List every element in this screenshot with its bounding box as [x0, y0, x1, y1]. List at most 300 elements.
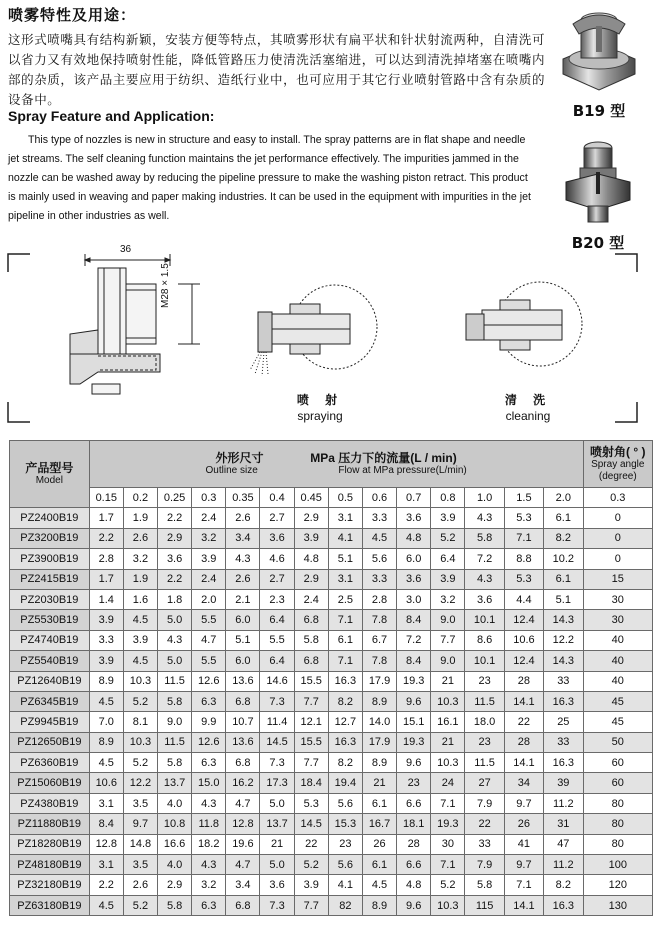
- flow-cell: 22: [465, 814, 504, 834]
- flow-cell: 1.7: [89, 508, 123, 528]
- flow-cell: 11.5: [158, 732, 192, 752]
- flow-cell: 4.0: [158, 793, 192, 813]
- flow-cell: 8.2: [544, 875, 583, 895]
- angle-cell: 100: [583, 855, 652, 875]
- pressure-cell: 0.3: [192, 488, 226, 508]
- flow-cell: 10.3: [431, 753, 465, 773]
- flow-cell: 7.1: [504, 875, 543, 895]
- flow-cell: 16.1: [431, 712, 465, 732]
- flow-cell: 7.8: [362, 651, 396, 671]
- flow-cell: 19.3: [431, 814, 465, 834]
- flow-cell: 6.6: [397, 793, 431, 813]
- model-cell: PZ9945B19: [10, 712, 90, 732]
- flow-cell: 8.4: [397, 610, 431, 630]
- flow-cell: 27: [465, 773, 504, 793]
- flow-cell: 6.1: [544, 569, 583, 589]
- flow-cell: 2.4: [192, 508, 226, 528]
- product-b20-caption: B20 型: [571, 234, 625, 252]
- flow-cell: 22: [504, 712, 543, 732]
- model-cell: PZ3200B19: [10, 528, 90, 548]
- flow-cell: 10.1: [465, 610, 504, 630]
- flow-cell: 1.9: [123, 569, 157, 589]
- angle-cell: 130: [583, 895, 652, 915]
- model-cell: PZ3900B19: [10, 549, 90, 569]
- angle-cell: 80: [583, 814, 652, 834]
- flow-cell: 4.3: [192, 793, 226, 813]
- flow-cell: 5.5: [192, 651, 226, 671]
- flow-cell: 6.0: [226, 651, 260, 671]
- angle-cell: 45: [583, 712, 652, 732]
- cleaning-label-en: cleaning: [505, 409, 551, 423]
- technical-diagrams: [0, 244, 661, 434]
- flow-cell: 5.3: [504, 569, 543, 589]
- flow-cell: 33: [544, 732, 583, 752]
- flow-cell: 16.3: [544, 691, 583, 711]
- flow-cell: 3.6: [397, 569, 431, 589]
- table-row: [10, 895, 653, 915]
- flow-cell: 5.8: [294, 630, 328, 650]
- pressure-cell: 0.6: [362, 488, 396, 508]
- flow-cell: 3.1: [89, 855, 123, 875]
- flow-cell: 3.3: [362, 508, 396, 528]
- flow-cell: 5.1: [226, 630, 260, 650]
- flow-cell: 18.2: [192, 834, 226, 854]
- flow-cell: 2.4: [192, 569, 226, 589]
- flow-cell: 3.0: [397, 589, 431, 609]
- flow-cell: 19.3: [397, 732, 431, 752]
- flow-cell: 18.4: [294, 773, 328, 793]
- flow-cell: 16.3: [544, 753, 583, 773]
- angle-cell: 0: [583, 508, 652, 528]
- flow-cell: 5.0: [260, 793, 294, 813]
- flow-cell: 3.1: [328, 569, 362, 589]
- flow-cell: 6.1: [362, 793, 396, 813]
- spraying-label-en: spraying: [297, 409, 343, 423]
- flow-cell: 6.4: [431, 549, 465, 569]
- flow-cell: 4.1: [328, 528, 362, 548]
- flow-cell: 9.7: [123, 814, 157, 834]
- flow-cell: 10.2: [544, 549, 583, 569]
- flow-cell: 3.9: [294, 528, 328, 548]
- flow-cell: 4.8: [294, 549, 328, 569]
- flow-cell: 31: [544, 814, 583, 834]
- flow-cell: 3.2: [192, 528, 226, 548]
- model-cell: PZ18280B19: [10, 834, 90, 854]
- flow-cell: 22: [294, 834, 328, 854]
- flow-cell: 7.2: [465, 549, 504, 569]
- flow-cell: 4.8: [397, 528, 431, 548]
- flow-cell: 23: [465, 671, 504, 691]
- model-cell: PZ63180B19: [10, 895, 90, 915]
- flow-label-cn: MPa 压力下的流量(L / min): [310, 451, 457, 465]
- flow-cell: 3.6: [465, 589, 504, 609]
- flow-cell: 7.1: [328, 651, 362, 671]
- flow-cell: 12.4: [504, 651, 543, 671]
- table-row: [10, 589, 653, 609]
- flow-cell: 9.7: [504, 793, 543, 813]
- flow-cell: 10.3: [431, 895, 465, 915]
- model-cell: PZ32180B19: [10, 875, 90, 895]
- flow-cell: 2.1: [226, 589, 260, 609]
- flow-cell: 8.2: [544, 528, 583, 548]
- flow-cell: 7.1: [328, 610, 362, 630]
- flow-rate-table: [9, 440, 653, 916]
- flow-cell: 2.0: [192, 589, 226, 609]
- table-row: [10, 732, 653, 752]
- flow-cell: 3.9: [89, 651, 123, 671]
- flow-cell: 5.8: [158, 691, 192, 711]
- flow-cell: 4.3: [465, 569, 504, 589]
- flow-cell: 7.1: [504, 528, 543, 548]
- pressure-cell: 0.4: [260, 488, 294, 508]
- flow-cell: 12.4: [504, 610, 543, 630]
- flow-cell: 2.5: [328, 589, 362, 609]
- flow-cell: 11.5: [465, 691, 504, 711]
- flow-cell: 7.3: [260, 691, 294, 711]
- flow-cell: 2.6: [226, 569, 260, 589]
- table-row: [10, 508, 653, 528]
- flow-cell: 17.9: [362, 671, 396, 691]
- table-row: [10, 549, 653, 569]
- flow-cell: 6.3: [192, 691, 226, 711]
- model-cell: PZ6345B19: [10, 691, 90, 711]
- angle-cell: 40: [583, 671, 652, 691]
- flow-cell: 7.3: [260, 895, 294, 915]
- flow-cell: 47: [544, 834, 583, 854]
- model-cell: PZ48180B19: [10, 855, 90, 875]
- flow-cell: 23: [465, 732, 504, 752]
- flow-cell: 9.9: [192, 712, 226, 732]
- flow-cell: 3.9: [294, 875, 328, 895]
- flow-cell: 6.8: [294, 651, 328, 671]
- flow-cell: 2.2: [89, 875, 123, 895]
- nozzle-b19-photo: [553, 4, 645, 94]
- flow-cell: 5.6: [362, 549, 396, 569]
- flow-cell: 1.8: [158, 589, 192, 609]
- pressure-cell: 0.7: [397, 488, 431, 508]
- flow-cell: 5.0: [158, 610, 192, 630]
- table-row: [10, 630, 653, 650]
- flow-cell: 7.0: [89, 712, 123, 732]
- flow-cell: 28: [504, 671, 543, 691]
- spraying-label-cn: 喷 射: [296, 393, 344, 407]
- flow-cell: 34: [504, 773, 543, 793]
- table-row: [10, 610, 653, 630]
- flow-cell: 3.2: [192, 875, 226, 895]
- flow-cell: 5.8: [465, 528, 504, 548]
- cleaning-caption: [496, 392, 560, 424]
- flow-cell: 8.9: [362, 753, 396, 773]
- pressure-cell: 0.15: [89, 488, 123, 508]
- flow-cell: 14.1: [504, 691, 543, 711]
- pressure-cell: 0.45: [294, 488, 328, 508]
- angle-cell: 60: [583, 773, 652, 793]
- spraying-drawing: [250, 285, 377, 376]
- angle-header: 喷射角( ° ) Spray angle (degree): [583, 441, 652, 488]
- dimension-thread-label: M28 × 1.5: [160, 263, 171, 308]
- flow-cell: 5.5: [192, 610, 226, 630]
- table-row: [10, 855, 653, 875]
- flow-cell: 15.5: [294, 671, 328, 691]
- model-cell: PZ12640B19: [10, 671, 90, 691]
- flow-cell: 3.6: [260, 528, 294, 548]
- model-cell: PZ4740B19: [10, 630, 90, 650]
- flow-cell: 19.3: [397, 671, 431, 691]
- flow-cell: 4.5: [362, 528, 396, 548]
- flow-cell: 115: [465, 895, 504, 915]
- angle-cell: 30: [583, 610, 652, 630]
- flow-cell: 6.0: [226, 610, 260, 630]
- table-row: [10, 814, 653, 834]
- flow-cell: 3.5: [123, 855, 157, 875]
- cleaning-label-cn: 清 洗: [504, 393, 552, 407]
- flow-cell: 1.4: [89, 589, 123, 609]
- angle-cell: 0: [583, 528, 652, 548]
- angle-cell: 40: [583, 651, 652, 671]
- flow-cell: 2.9: [294, 569, 328, 589]
- flow-cell: 6.8: [226, 753, 260, 773]
- flow-cell: 6.0: [397, 549, 431, 569]
- flow-cell: 14.1: [504, 895, 543, 915]
- table-row: [10, 569, 653, 589]
- flow-cell: 3.4: [226, 528, 260, 548]
- flow-cell: 24: [431, 773, 465, 793]
- flow-cell: 11.2: [544, 793, 583, 813]
- flow-cell: 15.3: [328, 814, 362, 834]
- flow-cell: 3.5: [123, 793, 157, 813]
- flow-cell: 12.7: [328, 712, 362, 732]
- flow-cell: 8.9: [89, 671, 123, 691]
- flow-cell: 3.6: [260, 875, 294, 895]
- flow-cell: 6.4: [260, 651, 294, 671]
- flow-cell: 3.9: [431, 569, 465, 589]
- dimension-width-label: 36: [120, 244, 132, 255]
- pressure-cell: 0.35: [226, 488, 260, 508]
- flow-cell: 4.8: [397, 875, 431, 895]
- angle-cell: 45: [583, 691, 652, 711]
- flow-cell: 33: [544, 671, 583, 691]
- flow-cell: 10.1: [465, 651, 504, 671]
- flow-cell: 1.6: [123, 589, 157, 609]
- outline-label-en: Outline size: [205, 465, 258, 476]
- flow-cell: 7.7: [294, 691, 328, 711]
- flow-cell: 2.8: [89, 549, 123, 569]
- flow-cell: 6.3: [192, 895, 226, 915]
- flow-cell: 21: [260, 834, 294, 854]
- flow-cell: 5.0: [158, 651, 192, 671]
- flow-cell: 2.7: [260, 508, 294, 528]
- spraying-caption: [290, 392, 350, 424]
- flow-cell: 14.0: [362, 712, 396, 732]
- flow-cell: 5.2: [294, 855, 328, 875]
- flow-cell: 18.0: [465, 712, 504, 732]
- flow-cell: 17.9: [362, 732, 396, 752]
- flow-cell: 6.1: [328, 630, 362, 650]
- flow-cell: 16.6: [158, 834, 192, 854]
- flow-cell: 3.3: [89, 630, 123, 650]
- flow-cell: 21: [431, 732, 465, 752]
- flow-cell: 10.6: [504, 630, 543, 650]
- flow-cell: 13.7: [260, 814, 294, 834]
- flow-cell: 11.4: [260, 712, 294, 732]
- model-header: 产品型号 Model: [10, 441, 90, 508]
- flow-cell: 17.3: [260, 773, 294, 793]
- description-cn: 这形式喷嘴具有结构新颖，安装方便等特点，其喷雾形状有扁平状和针状射流两种，自清洗可以省力又有效地保持喷射性能，降低管路压力使清洗活塞缩进，可以达到清洗掉堵塞在喷嘴内部的杂质，该产品主要应用于纺织、造纸行业中，也可应用于其它行业喷射管路中含有杂质的设备中。: [8, 32, 546, 107]
- pressure-row: [10, 488, 653, 508]
- flow-cell: 7.9: [465, 793, 504, 813]
- flow-cell: 16.2: [226, 773, 260, 793]
- angle-cell: 80: [583, 793, 652, 813]
- nozzle-b20-photo: [558, 138, 638, 226]
- flow-cell: 5.2: [431, 875, 465, 895]
- flow-cell: 26: [504, 814, 543, 834]
- flow-cell: 6.4: [260, 610, 294, 630]
- table-row: [10, 528, 653, 548]
- flow-cell: 4.3: [226, 549, 260, 569]
- flow-cell: 4.1: [328, 875, 362, 895]
- flow-cell: 9.6: [397, 691, 431, 711]
- flow-cell: 5.3: [504, 508, 543, 528]
- flow-cell: 28: [397, 834, 431, 854]
- flow-cell: 3.1: [89, 793, 123, 813]
- flow-cell: 9.0: [431, 651, 465, 671]
- section-title-en: Spray Feature and Application:: [8, 108, 215, 124]
- flow-cell: 3.6: [158, 549, 192, 569]
- flow-cell: 13.6: [226, 671, 260, 691]
- flow-cell: 5.1: [544, 589, 583, 609]
- flow-cell: 8.2: [328, 753, 362, 773]
- flow-cell: 4.5: [123, 610, 157, 630]
- flow-cell: 4.7: [226, 855, 260, 875]
- model-cell: PZ4380B19: [10, 793, 90, 813]
- flow-cell: 82: [328, 895, 362, 915]
- flow-cell: 5.2: [431, 528, 465, 548]
- flow-cell: 8.9: [89, 732, 123, 752]
- flow-cell: 12.2: [544, 630, 583, 650]
- angle-cell: 0: [583, 549, 652, 569]
- model-cell: PZ5530B19: [10, 610, 90, 630]
- outline-label-cn: 外形尺寸: [215, 451, 264, 465]
- table-row: [10, 691, 653, 711]
- flow-cell: 9.0: [158, 712, 192, 732]
- flow-cell: 4.7: [192, 630, 226, 650]
- flow-cell: 1.7: [89, 569, 123, 589]
- flow-cell: 3.2: [431, 589, 465, 609]
- section-title-cn: 喷雾特性及用途：: [8, 6, 137, 24]
- flow-cell: 4.5: [123, 651, 157, 671]
- flow-cell: 13.6: [226, 732, 260, 752]
- angle-cell: 80: [583, 834, 652, 854]
- table-row: [10, 753, 653, 773]
- flow-cell: 6.8: [226, 691, 260, 711]
- flow-cell: 8.4: [397, 651, 431, 671]
- flow-cell: 4.7: [226, 793, 260, 813]
- flow-cell: 5.8: [158, 895, 192, 915]
- flow-cell: 14.3: [544, 610, 583, 630]
- flow-cell: 10.3: [123, 671, 157, 691]
- flow-cell: 5.6: [328, 855, 362, 875]
- flow-cell: 39: [544, 773, 583, 793]
- flow-header: [89, 441, 583, 488]
- flow-cell: 9.6: [397, 753, 431, 773]
- flow-cell: 7.1: [431, 793, 465, 813]
- flow-cell: 30: [431, 834, 465, 854]
- flow-cell: 11.8: [192, 814, 226, 834]
- table-row: [10, 671, 653, 691]
- flow-cell: 18.1: [397, 814, 431, 834]
- flow-cell: 8.1: [123, 712, 157, 732]
- flow-cell: 14.1: [504, 753, 543, 773]
- flow-cell: 11.5: [465, 753, 504, 773]
- flow-cell: 10.6: [89, 773, 123, 793]
- flow-cell: 23: [397, 773, 431, 793]
- flow-cell: 7.1: [431, 855, 465, 875]
- table-row: [10, 773, 653, 793]
- flow-cell: 6.8: [226, 895, 260, 915]
- flow-cell: 7.3: [260, 753, 294, 773]
- model-cell: PZ12650B19: [10, 732, 90, 752]
- flow-cell: 3.9: [431, 508, 465, 528]
- flow-cell: 19.6: [226, 834, 260, 854]
- flow-cell: 15.0: [192, 773, 226, 793]
- flow-cell: 4.5: [89, 753, 123, 773]
- flow-cell: 14.6: [260, 671, 294, 691]
- flow-cell: 3.3: [362, 569, 396, 589]
- flow-cell: 4.5: [89, 691, 123, 711]
- flow-cell: 14.5: [294, 814, 328, 834]
- flow-cell: 14.3: [544, 651, 583, 671]
- angle-cell: 120: [583, 875, 652, 895]
- flow-cell: 4.4: [504, 589, 543, 609]
- flow-cell: 3.4: [226, 875, 260, 895]
- flow-cell: 16.3: [328, 732, 362, 752]
- model-cell: PZ15060B19: [10, 773, 90, 793]
- flow-cell: 5.8: [158, 753, 192, 773]
- table-row: [10, 651, 653, 671]
- flow-cell: 2.7: [260, 569, 294, 589]
- flow-cell: 2.8: [362, 589, 396, 609]
- flow-cell: 5.3: [294, 793, 328, 813]
- flow-cell: 7.7: [294, 753, 328, 773]
- table-row: [10, 875, 653, 895]
- flow-cell: 41: [504, 834, 543, 854]
- flow-cell: 5.6: [328, 793, 362, 813]
- flow-cell: 2.9: [158, 528, 192, 548]
- flow-cell: 2.6: [226, 508, 260, 528]
- flow-cell: 5.8: [465, 875, 504, 895]
- flow-cell: 3.6: [397, 508, 431, 528]
- flow-cell: 12.1: [294, 712, 328, 732]
- flow-cell: 1.9: [123, 508, 157, 528]
- flow-cell: 10.3: [431, 691, 465, 711]
- flow-cell: 8.9: [362, 895, 396, 915]
- flow-cell: 11.2: [544, 855, 583, 875]
- flow-cell: 4.5: [362, 875, 396, 895]
- table-row: [10, 834, 653, 854]
- flow-cell: 6.6: [397, 855, 431, 875]
- flow-cell: 26: [362, 834, 396, 854]
- flow-cell: 7.8: [362, 610, 396, 630]
- flow-cell: 8.6: [465, 630, 504, 650]
- cleaning-drawing: [466, 282, 582, 366]
- cross-section-drawing: [70, 254, 200, 394]
- flow-cell: 4.3: [465, 508, 504, 528]
- flow-cell: 10.3: [123, 732, 157, 752]
- table-row: [10, 793, 653, 813]
- flow-cell: 11.5: [158, 671, 192, 691]
- flow-cell: 16.7: [362, 814, 396, 834]
- flow-cell: 3.9: [192, 549, 226, 569]
